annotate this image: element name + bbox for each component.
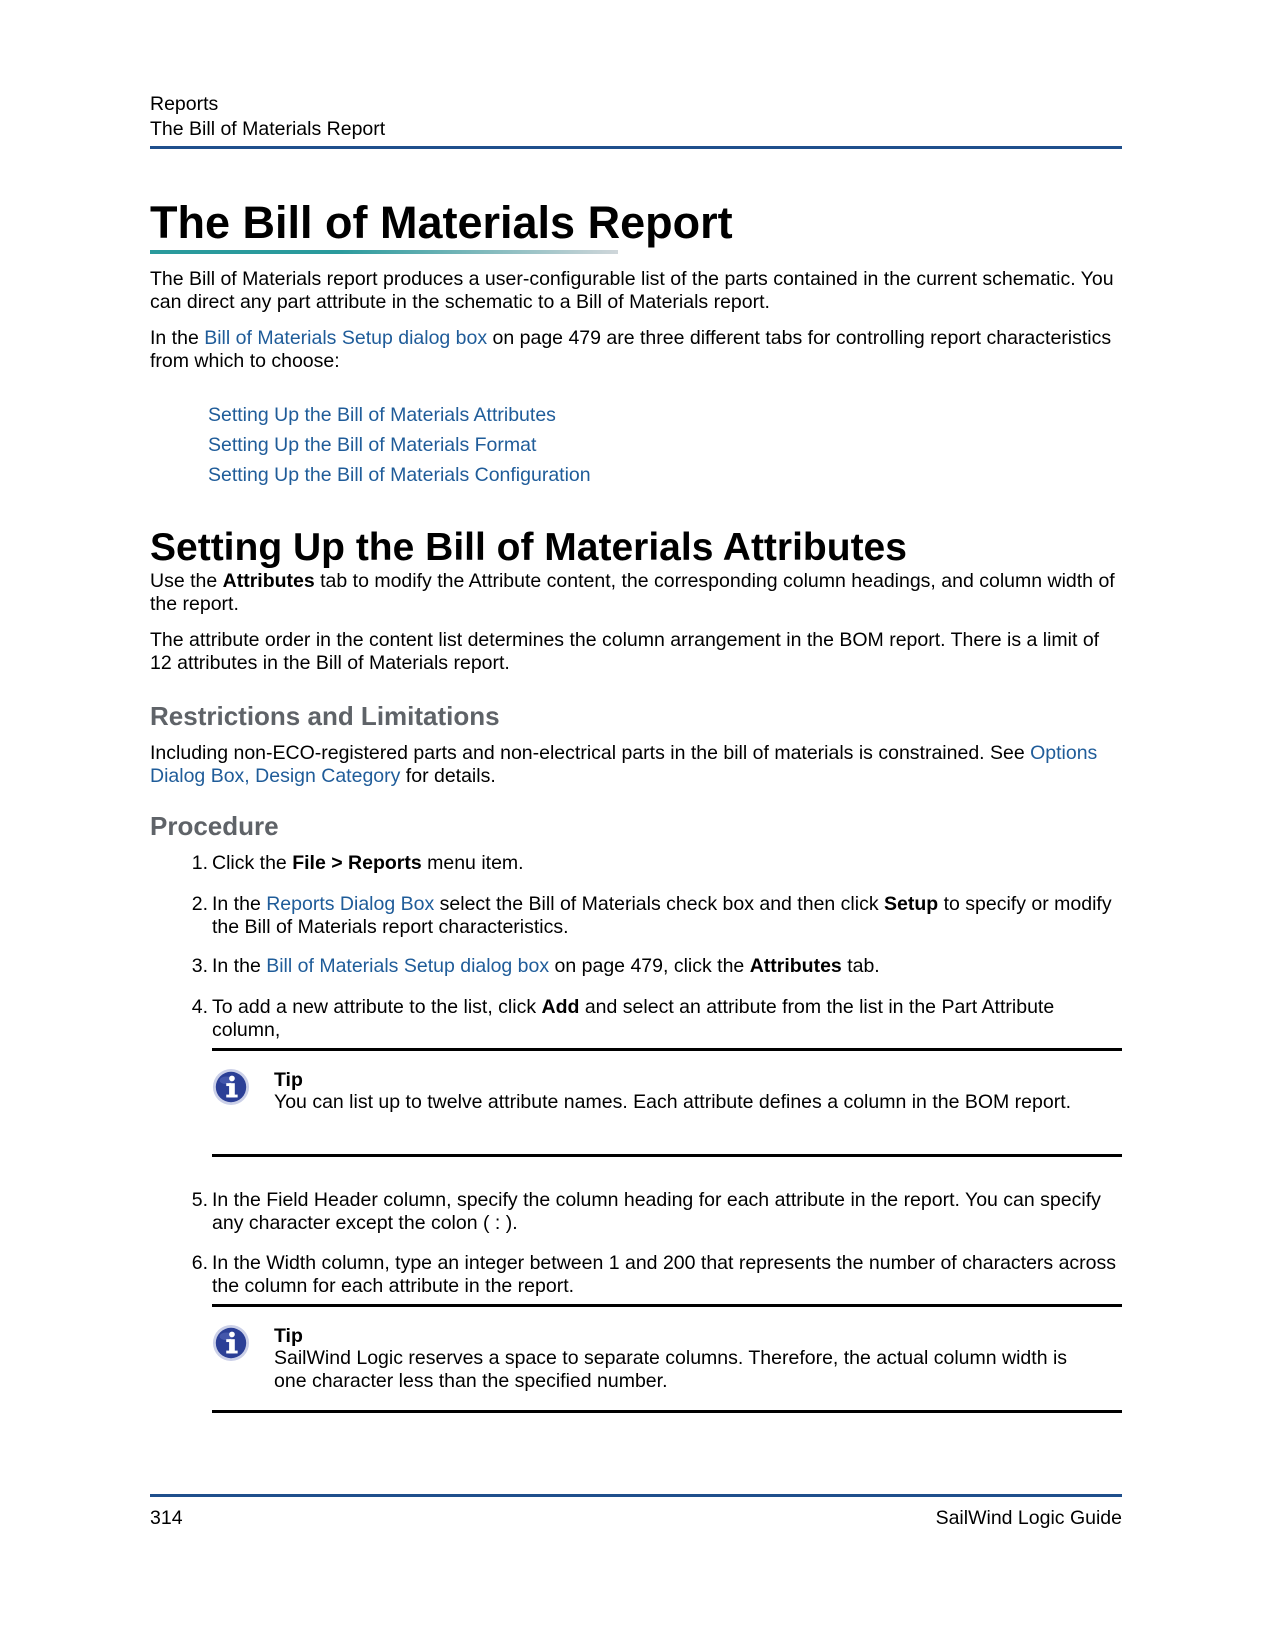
restrictions-text: Including non-ECO-registered parts and non-electrical parts in the bill of materials is constrained. See <box>150 742 1031 764</box>
tip-label: Tip <box>274 1069 303 1091</box>
step-number: 6. <box>191 1252 208 1274</box>
guide-name: SailWind Logic Guide <box>935 1507 1122 1529</box>
step-1-text-after: menu item. <box>421 852 524 874</box>
bom-setup-link-2[interactable]: Bill of Materials Setup dialog box <box>266 955 550 977</box>
bom-setup-link[interactable]: Bill of Materials Setup dialog box <box>204 327 488 349</box>
section-heading: Setting Up the Bill of Materials Attributes <box>150 526 907 569</box>
restrictions-heading: Restrictions and Limitations <box>150 701 500 731</box>
info-icon <box>212 1068 250 1106</box>
step-text: In the Width column, type an integer between 1 and 200 that represents the number of characters across the column for each attribute in the report. <box>212 1252 1117 1297</box>
step-2-text: In the <box>212 893 267 915</box>
step-4-text-after: and select an attribute from the list in the Part Attribute column, <box>212 996 1055 1041</box>
intro-paragraph-1: The Bill of Materials report produces a user-configurable list of the parts contained in the current schematic. You can direct any part attribute in the schematic to a Bill of Materials report. <box>150 268 1114 313</box>
section-paragraph-1 <box>150 570 1122 616</box>
step-3-text: In the <box>212 955 267 977</box>
restrictions-paragraph <box>150 742 1122 788</box>
options-dialog-link[interactable]: Options Dialog Box, Design Category <box>150 742 1098 787</box>
procedure-heading: Procedure <box>150 811 279 841</box>
step-number: 2. <box>191 893 208 915</box>
section-p1-text: Use the <box>150 570 223 592</box>
step-text <box>212 955 1118 978</box>
step-text: In the Field Header column, specify the column heading for each attribute in the report. You can specify any character except the colon ( : ). <box>212 1189 1101 1234</box>
reports-dialog-link[interactable]: Reports Dialog Box <box>266 893 435 915</box>
step-text <box>212 852 1118 875</box>
header-chapter: Reports <box>150 93 219 115</box>
toc-link-configuration[interactable]: Setting Up the Bill of Materials Configuration <box>208 464 591 486</box>
step-text <box>212 996 1118 1042</box>
intro-paragraph-2 <box>150 327 1122 373</box>
step-number: 4. <box>191 996 208 1018</box>
restrictions-text-after: for details. <box>400 765 496 787</box>
footer-rule <box>150 1494 1122 1497</box>
step-4-text: To add a new attribute to the list, click <box>212 996 542 1018</box>
section-paragraph-2: The attribute order in the content list determines the column arrangement in the BOM report. There is a limit of 12 attributes in the Bill of Materials report. <box>150 629 1100 674</box>
step-number: 3. <box>191 955 208 977</box>
step-text <box>212 893 1118 939</box>
toc-list <box>208 400 591 490</box>
running-header <box>150 92 1122 142</box>
step-2-text-mid: select the Bill of Materials check box and then click <box>434 893 885 915</box>
intro-p2-text: In the <box>150 327 205 349</box>
tip-box-1 <box>212 1048 1122 1157</box>
page-title: The Bill of Materials Report <box>150 197 733 248</box>
tip-text: SailWind Logic reserves a space to separate columns. Therefore, the actual column width is one character less than the specified number. <box>274 1347 1068 1392</box>
step-number: 5. <box>191 1189 208 1211</box>
toc-link-format[interactable]: Setting Up the Bill of Materials Format <box>208 434 537 456</box>
tip-label: Tip <box>274 1325 303 1347</box>
header-section: The Bill of Materials Report <box>150 118 386 140</box>
step-3-text-mid: on page 479, click the <box>549 955 750 977</box>
intro-p2-text-after: on page 479 are three different tabs for controlling report characteristics from which to choose: <box>150 327 1112 372</box>
info-icon <box>212 1324 250 1362</box>
attributes-bold: Attributes <box>222 570 315 592</box>
step-1-text: Click the <box>212 852 293 874</box>
add-bold: Add <box>541 996 580 1018</box>
setup-bold: Setup <box>884 893 939 915</box>
menu-path-bold: File > Reports <box>292 852 422 874</box>
step-3-text-after: tab. <box>841 955 880 977</box>
step-number: 1. <box>191 852 208 874</box>
attributes-tab-bold: Attributes <box>749 955 842 977</box>
title-underline <box>150 250 618 254</box>
tip-text: You can list up to twelve attribute names. Each attribute defines a column in the BOM report. <box>274 1091 1072 1113</box>
toc-link-attributes[interactable]: Setting Up the Bill of Materials Attributes <box>208 404 556 426</box>
step-2-text-after: to specify or modify the Bill of Materials report characteristics. <box>212 893 1112 938</box>
page-number: 314 <box>150 1507 183 1529</box>
header-rule <box>150 146 1122 149</box>
section-p1-text-after: tab to modify the Attribute content, the corresponding column headings, and column width of the report. <box>150 570 1115 615</box>
tip-box-2 <box>212 1304 1122 1413</box>
